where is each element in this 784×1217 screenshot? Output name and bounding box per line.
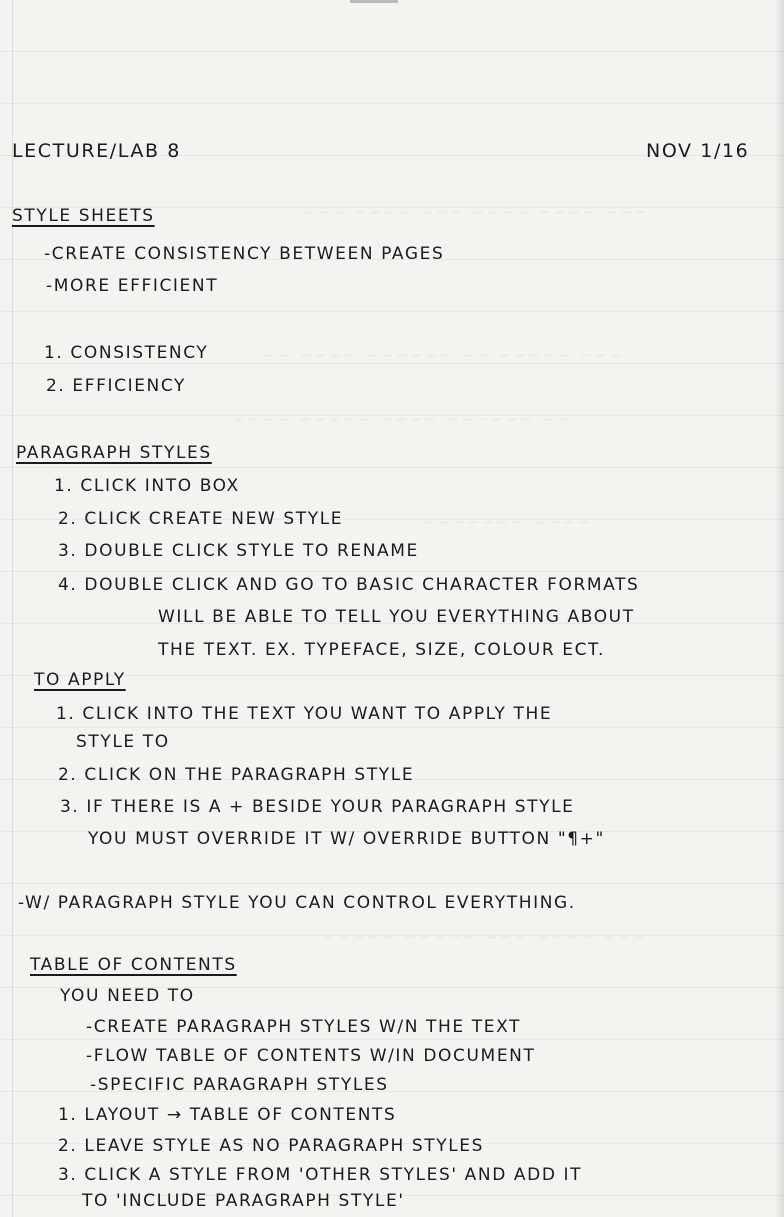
bleed-through: ~~~ ~~~~~ ~~ ~~~~~~ ~~~~ ~~	[260, 348, 622, 364]
note-line: 1. LAYOUT → TABLE OF CONTENTS	[58, 1105, 397, 1125]
note-line: 4. DOUBLE CLICK AND GO TO BASIC CHARACTER FORMATS	[58, 575, 640, 595]
page-date: NOV 1/16	[646, 140, 750, 162]
note-line: -W/ PARAGRAPH STYLE YOU CAN CONTROL EVERYTHING.	[18, 893, 576, 913]
bleed-through: ~~ ~~~~~~ ~~~~ ~~~~~ ~~~~	[230, 412, 570, 428]
note-line: 2. CLICK CREATE NEW STYLE	[58, 509, 344, 529]
note-line: 3. DOUBLE CLICK STYLE TO RENAME	[58, 541, 419, 561]
note-line: YOU NEED TO	[60, 986, 195, 1006]
note-line: -SPECIFIC PARAGRAPH STYLES	[90, 1075, 389, 1095]
note-line: -FLOW TABLE OF CONTENTS W/IN DOCUMENT	[86, 1046, 536, 1066]
heading-style-sheets: STYLE SHEETS	[12, 206, 155, 226]
note-line: 3. CLICK A STYLE FROM 'OTHER STYLES' AND ADD IT	[58, 1165, 583, 1185]
heading-paragraph-styles: PARAGRAPH STYLES	[16, 443, 212, 463]
note-line: 3. IF THERE IS A + BESIDE YOUR PARAGRAPH STYLE	[60, 797, 575, 817]
note-line: 1. CLICK INTO THE TEXT YOU WANT TO APPLY THE	[56, 704, 553, 724]
bleed-through: ~~~ ~~~~ ~~~~ ~~~ ~~~~ ~~~	[300, 205, 647, 221]
note-line: YOU MUST OVERRIDE IT W/ OVERRIDE BUTTON "¶+"	[88, 829, 605, 849]
note-line: 1. CLICK INTO BOX	[54, 476, 240, 496]
binding-mark	[350, 0, 398, 3]
heading-table-of-contents: TABLE OF CONTENTS	[30, 955, 237, 975]
page-edge-shadow	[774, 0, 784, 1217]
note-line: TO 'INCLUDE PARAGRAPH STYLE'	[82, 1191, 405, 1211]
note-line: 2. EFFICIENCY	[46, 376, 187, 396]
note-line: STYLE TO	[76, 732, 170, 752]
bleed-through: ~~~~ ~~~~~~~	[420, 515, 590, 531]
note-line: -MORE EFFICIENT	[46, 276, 219, 296]
note-line: 1. CONSISTENCY	[44, 343, 209, 363]
note-line: 2. CLICK ON THE PARAGRAPH STYLE	[58, 765, 415, 785]
heading-to-apply: TO APPLY	[34, 670, 126, 690]
page-title: LECTURE/LAB 8	[12, 140, 181, 162]
note-line: -CREATE CONSISTENCY BETWEEN PAGES	[44, 244, 445, 264]
note-line: WILL BE ABLE TO TELL YOU EVERYTHING ABOUT	[158, 607, 635, 627]
margin-line	[12, 0, 13, 1217]
note-line: THE TEXT. EX. TYPEFACE, SIZE, COLOUR ECT.	[158, 640, 606, 660]
note-line: -CREATE PARAGRAPH STYLES W/N THE TEXT	[86, 1017, 522, 1037]
bleed-through: ~~~ ~~~~ ~~~ ~~~~~ ~~~~~	[320, 930, 645, 946]
note-line: 2. LEAVE STYLE AS NO PARAGRAPH STYLES	[58, 1136, 485, 1156]
